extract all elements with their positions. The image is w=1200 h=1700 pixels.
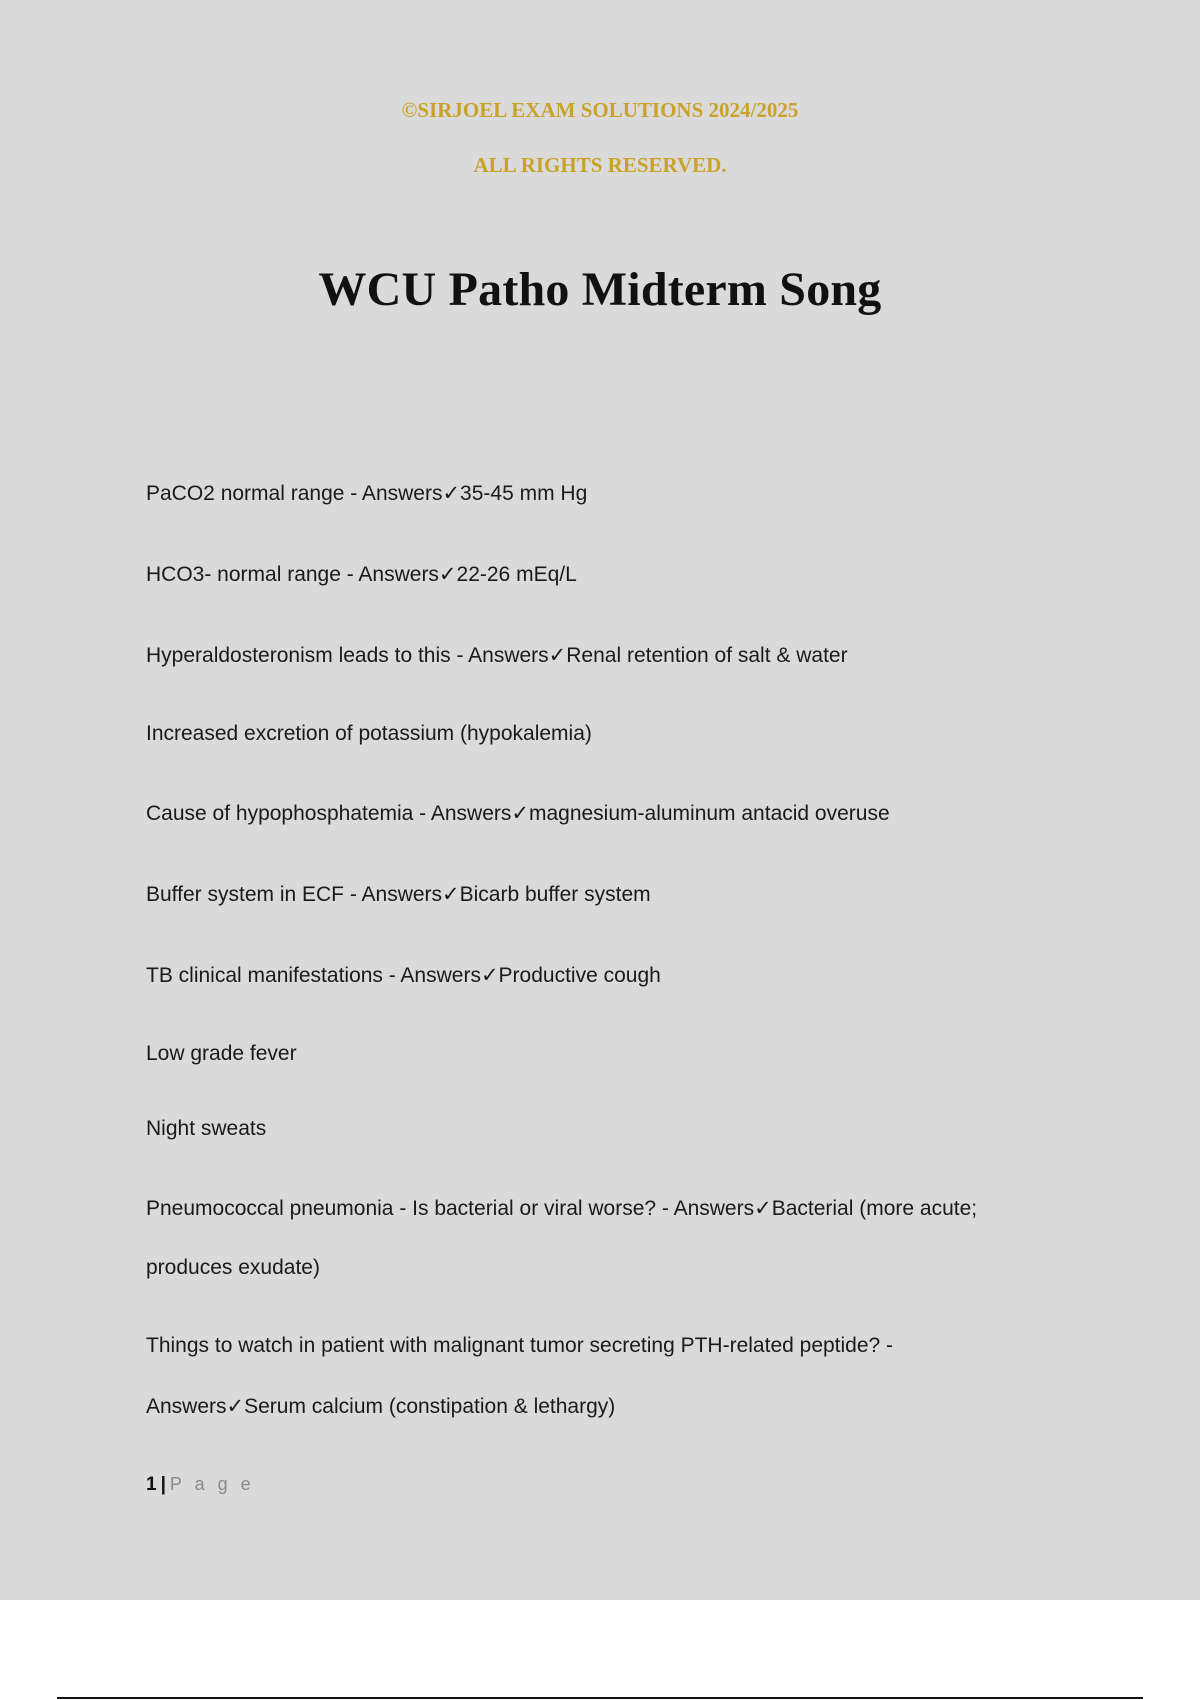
text-line: Hyperaldosteronism leads to this - Answers✓Renal retention of salt & water [146, 644, 848, 667]
footer-separator: | [160, 1474, 166, 1495]
text-line: Things to watch in patient with malignant tumor secreting PTH-related peptide? - [146, 1334, 894, 1357]
page-footer [146, 1474, 255, 1496]
page-label: P a g e [169, 1474, 255, 1494]
text-line: produces exudate) [146, 1256, 320, 1279]
rights-reserved-header: ALL RIGHTS RESERVED. [473, 153, 727, 177]
page-number: 1 [146, 1474, 157, 1495]
text-line: Increased excretion of potassium (hypokalemia) [146, 722, 592, 745]
text-line: Night sweats [146, 1117, 267, 1140]
text-line: HCO3- normal range - Answers✓22-26 mEq/L [146, 563, 577, 586]
bottom-divider [57, 1697, 1143, 1699]
text-line: Pneumococcal pneumonia - Is bacterial or viral worse? - Answers✓Bacterial (more acute; [146, 1197, 978, 1220]
text-line: Cause of hypophosphatemia - Answers✓magnesium-aluminum antacid overuse [146, 802, 890, 825]
text-line: Answers✓Serum calcium (constipation & lethargy) [146, 1395, 616, 1418]
text-line: Low grade fever [146, 1042, 297, 1065]
document-title: WCU Patho Midterm Song [318, 263, 882, 316]
copyright-header: ©SIRJOEL EXAM SOLUTIONS 2024/2025 [401, 98, 799, 122]
text-line: TB clinical manifestations - Answers✓Productive cough [146, 964, 661, 987]
text-line: PaCO2 normal range - Answers✓35-45 mm Hg [146, 482, 588, 505]
text-line: Buffer system in ECF - Answers✓Bicarb buffer system [146, 883, 651, 906]
